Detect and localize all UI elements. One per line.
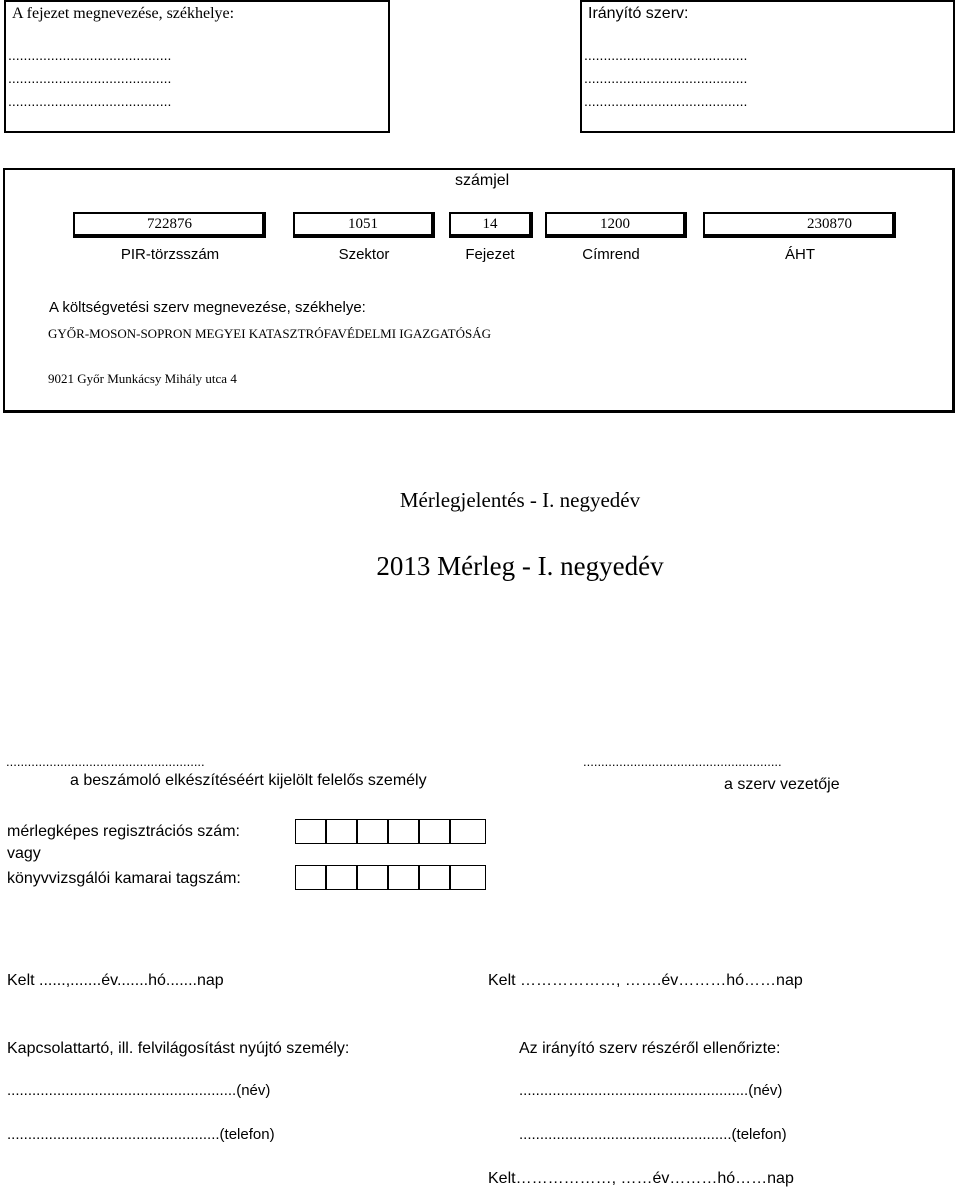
kamara-number-grid[interactable] (295, 865, 486, 890)
iranyito-dots[interactable]: .......................................... .......................................... .......................................... (584, 47, 748, 109)
kelt-right[interactable]: Kelt ………………, …….év………hó……nap (488, 972, 803, 989)
kamara-digit-cell[interactable] (357, 865, 388, 890)
reg-line-2: vagy (7, 845, 41, 862)
szektor-code-value: 1051 (348, 215, 378, 232)
report-title: 2013 Mérleg - I. negyedév (376, 551, 664, 581)
aht-code-label: ÁHT (785, 246, 815, 263)
aht-code-value: 230870 (807, 215, 852, 232)
kamara-digit-cell[interactable] (326, 865, 357, 890)
reg-digit-cell[interactable] (326, 819, 357, 844)
contact-right-phone[interactable]: ...................................................(telefon) (519, 1126, 787, 1143)
kamara-digit-cell[interactable] (388, 865, 419, 890)
kelt-left[interactable]: Kelt ......,.......év.......hó.......nap (7, 972, 224, 989)
report-subtitle: Mérlegjelentés - I. negyedév (399, 488, 641, 512)
cimrend-code-box (545, 212, 687, 238)
reg-number-grid[interactable] (295, 819, 486, 844)
kamara-digit-cell[interactable] (295, 865, 326, 890)
pir-code-box (73, 212, 266, 238)
iranyito-label: Irányító szerv: (588, 5, 689, 22)
reg-line-3: könyvvizsgálói kamarai tagszám: (7, 870, 241, 887)
fejezet-label: A fejezet megnevezése, székhelye: (12, 5, 235, 22)
kelt-bottom[interactable]: Kelt………………, ……év………hó……nap (488, 1170, 794, 1187)
fejezet-code-label: Fejezet (465, 246, 515, 263)
org-label: A költségvetési szerv megnevezése, székhelye: (49, 299, 366, 316)
contact-right-title: Az irányító szerv részéről ellenőrizte: (519, 1040, 781, 1057)
left-signature-line[interactable]: ....................................................... (6, 754, 205, 769)
pir-code-label: PIR-törzsszám (120, 246, 220, 263)
org-address: 9021 Győr Munkácsy Mihály utca 4 (48, 371, 237, 386)
fejezet-code-box (449, 212, 533, 238)
iranyito-box (580, 0, 955, 133)
pir-code-value: 722876 (147, 215, 192, 232)
reg-digit-cell[interactable] (295, 819, 326, 844)
contact-left-title: Kapcsolattartó, ill. felvilágosítást nyújtó személy: (7, 1040, 350, 1057)
right-signature-label: a szerv vezetője (724, 776, 840, 793)
cimrend-code-value: 1200 (600, 215, 630, 232)
szektor-code-label: Szektor (338, 246, 390, 263)
fejezet-box (4, 0, 390, 133)
contact-left-phone[interactable]: ...................................................(telefon) (7, 1126, 275, 1143)
fejezet-code-value: 14 (482, 215, 498, 232)
kamara-digit-cell[interactable] (419, 865, 450, 890)
contact-left-name[interactable]: .......................................................(név) (7, 1082, 271, 1099)
fejezet-dots[interactable]: .......................................... .......................................... .......................................... (8, 47, 172, 109)
left-signature-label: a beszámoló elkészítéséért kijelölt felelős személy (70, 772, 427, 789)
szamjel-title: számjel (455, 172, 510, 189)
cimrend-code-label: Címrend (582, 246, 640, 263)
org-name: GYŐR-MOSON-SOPRON MEGYEI KATASZTRÓFAVÉDELMI IGAZGATÓSÁG (48, 326, 492, 341)
aht-code-box (703, 212, 896, 238)
kamara-digit-cell[interactable] (450, 865, 486, 890)
reg-digit-cell[interactable] (419, 819, 450, 844)
right-signature-line[interactable]: ....................................................... (583, 754, 782, 769)
reg-digit-cell[interactable] (388, 819, 419, 844)
reg-digit-cell[interactable] (357, 819, 388, 844)
reg-digit-cell[interactable] (450, 819, 486, 844)
szektor-code-box (293, 212, 435, 238)
reg-line-1: mérlegképes regisztrációs szám: (7, 823, 240, 840)
contact-right-name[interactable]: .......................................................(név) (519, 1082, 783, 1099)
